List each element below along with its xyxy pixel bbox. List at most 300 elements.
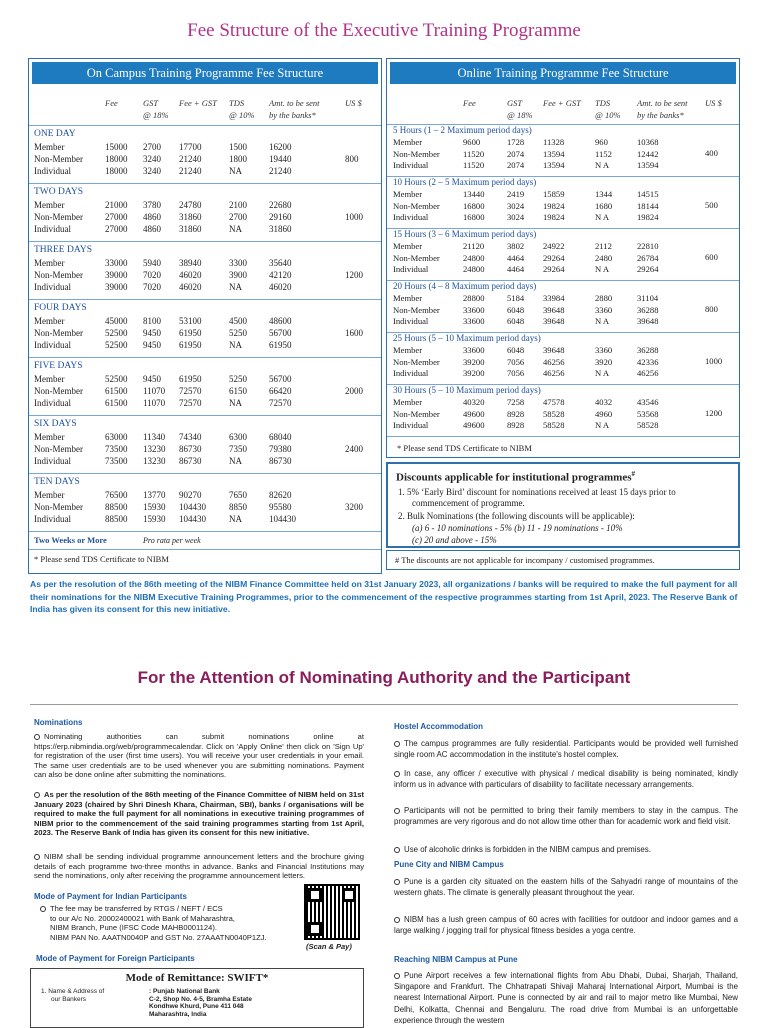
fee-cell: 9450 xyxy=(143,340,161,350)
fee-cell: Member xyxy=(393,293,423,303)
col-header-gst-rate: @ 18% xyxy=(143,110,169,120)
swift-label: 1. Name & Address of our Bankers xyxy=(41,988,105,1003)
online-heading: Online Training Programme Fee Structure xyxy=(390,62,736,84)
fee-cell: 18144 xyxy=(637,200,659,211)
fee-cell: Individual xyxy=(393,420,429,430)
swift-address-line: Maharashtra, India xyxy=(149,1010,207,1018)
nomination-para-1: Nominating authorities can submit nominations online at https://erp.nibmindia.org/web/programmecalendar. Click on 'Apply Online' then click on 'Sign Up' for registration of the user (first time users). You will receive your user credentials in your email. The same user credentials are to be used whenever you are submitting nominations. Payment can also be done online after submitting the nominations. xyxy=(34,732,364,780)
fee-cell: 4960 xyxy=(595,408,613,419)
fee-cell: 82620 xyxy=(269,490,292,500)
nomination-para-2: As per the resolution of the 86th meeting of the Finance Committee of NIBM held on 31st January 2023 (chaired by Shri Dinesh Khara, Chairman, SBI), banks / organisations will be required to make the full payment for all nominations in executive training programmes of NIBM prior to the commencement of the said training programmes starting from 1st April, 2023. The Reserve Bank of India has given its consent for this new initiative. xyxy=(34,790,364,838)
hostel-para-2: In case, any officer / executive with physical / medical disability is being nominated, kindly inform us in advance with particulars of disability to facilitate necessary arrangements. xyxy=(394,769,738,790)
fee-cell: 4032 xyxy=(595,397,613,407)
fee-cell: 3802 xyxy=(507,241,525,251)
fee-cell: 29264 xyxy=(543,252,565,263)
fee-cell: Member xyxy=(34,142,65,152)
tds-note: * Please send TDS Certificate to NIBM xyxy=(34,554,169,564)
usd-cell: 1200 xyxy=(345,270,363,280)
fee-cell: 11340 xyxy=(143,432,166,442)
fee-cell: Non-Member xyxy=(393,252,440,263)
fee-cell: 19440 xyxy=(269,154,292,164)
fee-cell: 15930 xyxy=(143,514,166,524)
fee-cell: 1728 xyxy=(507,137,525,147)
fee-cell: 24800 xyxy=(463,264,485,274)
fee-cell: Non-Member xyxy=(34,270,83,280)
reach-para-1: Pune Airport receives a few international flights from Abu Dhabi, Dubai, Sharjah, Thailand, Singapore and Frankfurt. The Chhatrapati Shivaji Maharaj International Airport, Mumbai is the nearest International Airport. Pune is connected by air and rail to major metro like Mumbai, New Delhi, Kolkatta, Chennai and Bengaluru. The road drive from Mumbai is an unforgettable experience through the western xyxy=(394,971,738,1024)
fee-cell: 27000 xyxy=(105,212,128,222)
fee-cell: Member xyxy=(34,200,65,210)
fee-cell: 2700 xyxy=(143,142,161,152)
fee-cell: 2074 xyxy=(507,148,525,159)
fee-cell: 74340 xyxy=(179,432,202,442)
fee-cell: 90270 xyxy=(179,490,202,500)
two-weeks-label: Two Weeks or More xyxy=(34,535,107,545)
fee-cell: 36288 xyxy=(637,304,659,315)
fee-cell: 4500 xyxy=(229,316,247,326)
col-header-tds-rate: @ 10% xyxy=(595,110,621,120)
fee-cell: N A xyxy=(595,420,610,430)
fee-cell: 45000 xyxy=(105,316,128,326)
fee-cell: 3024 xyxy=(507,212,525,222)
fee-cell: 53100 xyxy=(179,316,202,326)
group-name: ONE DAY xyxy=(34,129,76,139)
fee-cell: 79380 xyxy=(269,444,292,454)
fee-cell: 2700 xyxy=(229,212,247,222)
scan-pay-label: (Scan & Pay) xyxy=(306,942,352,951)
fee-cell: 35640 xyxy=(269,258,292,268)
fee-cell: 88500 xyxy=(105,502,128,512)
group-name: SIX DAYS xyxy=(34,419,77,429)
fee-cell: Member xyxy=(34,316,65,326)
fee-cell: Non-Member xyxy=(34,212,83,222)
fee-cell: Member xyxy=(34,432,65,442)
group-name: TWO DAYS xyxy=(34,187,83,197)
fee-cell: 15000 xyxy=(105,142,128,152)
fee-cell: Individual xyxy=(393,212,429,222)
fee-cell: 8928 xyxy=(507,420,525,430)
fee-cell: 46020 xyxy=(179,270,202,280)
fee-cell: 43546 xyxy=(637,397,659,407)
fee-cell: Individual xyxy=(393,316,429,326)
fee-cell: 960 xyxy=(595,137,608,147)
fee-cell: 39648 xyxy=(543,316,565,326)
fee-cell: 8928 xyxy=(507,408,525,419)
fee-cell: Member xyxy=(34,490,65,500)
fee-cell: 3300 xyxy=(229,258,247,268)
fee-cell: 104430 xyxy=(269,514,296,524)
usd-cell: 3200 xyxy=(345,502,363,512)
fee-cell: 4464 xyxy=(507,264,525,274)
fee-cell: 15930 xyxy=(143,502,166,512)
fee-cell: NA xyxy=(229,340,242,350)
col-header-gst: GST xyxy=(507,98,523,108)
fee-cell: Member xyxy=(393,345,423,355)
fee-cell: 39200 xyxy=(463,356,485,367)
discount-footnote: # The discounts are not applicable for incompany / customised programmes. xyxy=(395,555,655,565)
fee-cell: Non-Member xyxy=(34,502,83,512)
fee-cell: 19824 xyxy=(637,212,659,222)
fee-cell: 46256 xyxy=(543,368,565,378)
fee-cell: 56700 xyxy=(269,374,292,384)
fee-cell: 39648 xyxy=(543,345,565,355)
fee-cell: 95580 xyxy=(269,502,292,512)
fee-cell: 33600 xyxy=(463,345,485,355)
col-header-tds: TDS xyxy=(229,98,245,108)
group-divider xyxy=(387,436,739,437)
fee-cell: Individual xyxy=(34,514,71,524)
fee-cell: 58528 xyxy=(543,408,565,419)
fee-cell: 19824 xyxy=(543,212,565,222)
pune-heading: Pune City and NIBM Campus xyxy=(394,860,504,869)
fee-cell: 11520 xyxy=(463,160,485,170)
group-divider xyxy=(29,183,381,184)
fee-cell: 7650 xyxy=(229,490,247,500)
fee-cell: 17700 xyxy=(179,142,202,152)
fee-cell: Member xyxy=(34,258,65,268)
fee-cell: Non-Member xyxy=(34,154,83,164)
fee-cell: 24800 xyxy=(463,252,485,263)
fee-cell: 4860 xyxy=(143,212,161,222)
swift-box xyxy=(30,968,364,1028)
fee-cell: 61950 xyxy=(179,340,202,350)
fee-cell: Member xyxy=(393,137,423,147)
fee-cell: Non-Member xyxy=(393,356,440,367)
fee-cell: 38940 xyxy=(179,258,202,268)
fee-cell: 1344 xyxy=(595,189,613,199)
fee-cell: 21000 xyxy=(105,200,128,210)
fee-cell: 42120 xyxy=(269,270,292,280)
fee-cell: 9450 xyxy=(143,328,161,338)
fee-cell: 33000 xyxy=(105,258,128,268)
usd-cell: 1200 xyxy=(705,408,723,418)
fee-cell: 3240 xyxy=(143,154,161,164)
col-header-tds: TDS xyxy=(595,98,611,108)
fee-cell: Member xyxy=(393,189,423,199)
discount-item-2a: (a) 6 - 10 nominations - 5% (b) 11 - 19 nominations - 10% xyxy=(412,523,623,533)
hostel-heading: Hostel Accommodation xyxy=(394,722,484,731)
fee-cell: 104430 xyxy=(179,514,206,524)
fee-cell: 7056 xyxy=(507,356,525,367)
fee-cell: 21240 xyxy=(269,166,292,176)
fee-cell: 13230 xyxy=(143,444,166,454)
fee-cell: 63000 xyxy=(105,432,128,442)
group-name: 30 Hours (5 – 10 Maximum period days) xyxy=(393,385,541,395)
fee-cell: Individual xyxy=(34,340,71,350)
fee-cell: Individual xyxy=(393,368,429,378)
usd-cell: 1000 xyxy=(705,356,723,366)
fee-cell: 58528 xyxy=(637,420,659,430)
divider xyxy=(30,704,738,705)
attention-title: For the Attention of Nominating Authority and the Participant xyxy=(137,668,631,687)
fee-cell: 6048 xyxy=(507,316,525,326)
fee-cell: 13594 xyxy=(543,160,565,170)
fee-cell: N A xyxy=(595,264,610,274)
fee-cell: 10368 xyxy=(637,137,659,147)
fee-cell: 11520 xyxy=(463,148,485,159)
fee-cell: 8100 xyxy=(143,316,161,326)
fee-cell: Individual xyxy=(34,224,71,234)
discounts-box xyxy=(386,462,740,548)
fee-cell: 12442 xyxy=(637,148,659,159)
fee-cell: Non-Member xyxy=(393,304,440,315)
online-panel xyxy=(386,58,740,458)
fee-cell: Non-Member xyxy=(393,148,440,159)
group-divider xyxy=(29,299,381,300)
fee-cell: 24922 xyxy=(543,241,565,251)
fee-cell: 46020 xyxy=(269,282,292,292)
fee-cell: NA xyxy=(229,224,242,234)
fee-cell: 3780 xyxy=(143,200,161,210)
fee-cell: 3360 xyxy=(595,304,613,315)
hostel-para-3: Participants will not be permitted to bring their family members to stay in the campus. The programmes are very rigorous and do not allow time other than for academic work and field visit. xyxy=(394,806,738,827)
fee-cell: 14515 xyxy=(637,189,659,199)
fee-cell: 40320 xyxy=(463,397,485,407)
fee-cell: Individual xyxy=(34,456,71,466)
fee-cell: 39200 xyxy=(463,368,485,378)
tds-note: * Please send TDS Certificate to NIBM xyxy=(397,443,532,453)
group-divider xyxy=(29,473,381,474)
group-divider xyxy=(29,531,381,532)
group-name: 20 Hours (4 – 8 Maximum period days) xyxy=(393,281,537,291)
fee-cell: 28800 xyxy=(463,293,485,303)
fee-cell: 13594 xyxy=(637,160,659,170)
fee-cell: 2074 xyxy=(507,160,525,170)
fee-cell: 46256 xyxy=(543,356,565,367)
fee-cell: 33984 xyxy=(543,293,565,303)
fee-cell: 11070 xyxy=(143,398,166,408)
swift-heading: Mode of Remittance: SWIFT* xyxy=(125,972,269,984)
fee-cell: 29264 xyxy=(543,264,565,274)
col-header-amount-note: by the banks* xyxy=(637,110,684,120)
swift-address-line: C-2, Shop No. 4-5, Bramha Estate xyxy=(149,995,252,1003)
fee-cell: 21120 xyxy=(463,241,485,251)
nominations-heading: Nominations xyxy=(34,718,83,727)
fee-cell: 6150 xyxy=(229,386,247,396)
fee-cell: 86730 xyxy=(179,456,202,466)
fee-cell: 31104 xyxy=(637,293,659,303)
fee-cell: 46256 xyxy=(637,368,659,378)
fee-cell: 48600 xyxy=(269,316,292,326)
col-header-fee-gst: Fee + GST xyxy=(179,98,217,108)
group-divider xyxy=(29,415,381,416)
fee-cell: 7020 xyxy=(143,270,161,280)
fee-cell: Individual xyxy=(34,166,71,176)
fee-cell: 76500 xyxy=(105,490,128,500)
fee-cell: 2419 xyxy=(507,189,525,199)
fee-cell: 24780 xyxy=(179,200,202,210)
fee-cell: 21240 xyxy=(179,166,202,176)
swift-address xyxy=(149,988,252,1018)
fee-cell: 22680 xyxy=(269,200,292,210)
fee-cell: Member xyxy=(393,241,423,251)
fee-cell: NA xyxy=(229,166,242,176)
fee-cell: 52500 xyxy=(105,340,128,350)
group-divider xyxy=(29,125,381,126)
fee-cell: Member xyxy=(34,374,65,384)
discount-footnote-box xyxy=(386,550,740,570)
fee-cell: 33600 xyxy=(463,304,485,315)
fee-cell: 9600 xyxy=(463,137,481,147)
on-campus-panel xyxy=(28,58,382,574)
mode-foreign-heading: Mode of Payment for Foreign Participants xyxy=(36,954,195,963)
page-title: Fee Structure of the Executive Training Programme xyxy=(187,20,581,41)
fee-cell: 56700 xyxy=(269,328,292,338)
fee-cell: 31860 xyxy=(269,224,292,234)
swift-address-line: : Punjab National Bank xyxy=(149,988,220,995)
usd-cell: 2000 xyxy=(345,386,363,396)
fee-cell: Non-Member xyxy=(34,328,83,338)
fee-cell: 5250 xyxy=(229,328,247,338)
fee-cell: 1800 xyxy=(229,154,247,164)
col-header-gst-rate: @ 18% xyxy=(507,110,533,120)
fee-cell: 3920 xyxy=(595,356,613,367)
fee-cell: 13230 xyxy=(143,456,166,466)
swift-address-line: Kondhwe Khurd, Pune 411 048 xyxy=(149,1003,244,1010)
fee-cell: 11070 xyxy=(143,386,166,396)
fee-cell: 21240 xyxy=(179,154,202,164)
col-header-amount-note: by the banks* xyxy=(269,110,316,120)
fee-cell: 5250 xyxy=(229,374,247,384)
fee-cell: 3900 xyxy=(229,270,247,280)
hostel-para-1: The campus programmes are fully residential. Participants would be provided well furnished single room AC accommodation in the institute's hostel complex. xyxy=(394,739,738,760)
fee-cell: 18000 xyxy=(105,166,128,176)
fee-cell: 7020 xyxy=(143,282,161,292)
fee-cell: 4860 xyxy=(143,224,161,234)
discounts-heading: Discounts applicable for institutional programmes# xyxy=(396,470,635,484)
fee-cell: 5184 xyxy=(507,293,525,303)
fee-cell: 8850 xyxy=(229,502,247,512)
payment-details: The fee may be transferred by RTGS / NEFT / ECS to our A/c No. 20002400021 with Bank of Maharashtra, NIBM Branch, Pune (IFSC Code MAHB0001124). NIBM PAN No. AAATN0040P and GST No. 27AAATN0040P1ZJ. xyxy=(40,904,310,942)
fee-cell: 22810 xyxy=(637,241,659,251)
usd-cell: 1000 xyxy=(345,212,363,222)
usd-cell: 600 xyxy=(705,252,718,262)
fee-cell: NA xyxy=(229,282,242,292)
fee-cell: 31860 xyxy=(179,224,202,234)
fee-cell: Individual xyxy=(34,398,71,408)
discount-item-1: 1. 5% ‘Early Bird’ discount for nominations received at least 15 days prior to xyxy=(398,487,676,497)
fee-cell: 31860 xyxy=(179,212,202,222)
group-name: FOUR DAYS xyxy=(34,303,87,313)
fee-cell: 6048 xyxy=(507,345,525,355)
fee-cell: NA xyxy=(229,398,242,408)
fee-cell: 2480 xyxy=(595,252,613,263)
fee-cell: 42336 xyxy=(637,356,659,367)
fee-cell: 6300 xyxy=(229,432,247,442)
col-header-fee: Fee xyxy=(105,98,118,108)
fee-cell: 49600 xyxy=(463,408,485,419)
qr-code xyxy=(304,884,360,940)
fee-cell: Non-Member xyxy=(393,408,440,419)
group-name: 5 Hours (1 – 2 Maximum period days) xyxy=(393,125,532,135)
discount-item-2c: (c) 20 and above - 15% xyxy=(412,535,497,545)
fee-cell: N A xyxy=(595,160,610,170)
group-name: FIVE DAYS xyxy=(34,361,83,371)
reach-heading: Reaching NIBM Campus at Pune xyxy=(394,955,518,964)
fee-cell: 61500 xyxy=(105,398,128,408)
pune-para-1: Pune is a garden city situated on the eastern hills of the Sahyadri range of mountains of the western ghats. The climate is generally pleasant throughout the year. xyxy=(394,877,738,898)
fee-cell: 16800 xyxy=(463,200,485,211)
fee-cell: 18000 xyxy=(105,154,128,164)
fee-cell: Non-Member xyxy=(34,444,83,454)
fee-cell: 73500 xyxy=(105,444,128,454)
fee-cell: 29160 xyxy=(269,212,292,222)
fee-cell: 15859 xyxy=(543,189,565,199)
fee-cell: N A xyxy=(595,316,610,326)
fee-cell: 36288 xyxy=(637,345,659,355)
fee-cell: 3240 xyxy=(143,166,161,176)
fee-cell: N A xyxy=(595,368,610,378)
fee-cell: 61950 xyxy=(179,374,202,384)
fee-cell: 72570 xyxy=(269,398,292,408)
fee-cell: 46020 xyxy=(179,282,202,292)
fee-cell: 33600 xyxy=(463,316,485,326)
fee-cell: 7350 xyxy=(229,444,247,454)
fee-cell: 7056 xyxy=(507,368,525,378)
fee-cell: 26784 xyxy=(637,252,659,263)
discount-item-2: 2. Bulk Nominations (the following discounts will be applicable): xyxy=(398,511,635,521)
group-name: 15 Hours (3 – 6 Maximum period days) xyxy=(393,229,537,239)
hostel-para-4: Use of alcoholic drinks is forbidden in the NIBM campus and premises. xyxy=(394,844,738,855)
fee-cell: 61500 xyxy=(105,386,128,396)
fee-cell: NA xyxy=(229,514,242,524)
col-header-usd: US $ xyxy=(705,98,722,108)
fee-cell: 1152 xyxy=(595,148,612,159)
usd-cell: 400 xyxy=(705,148,718,158)
fee-cell: 1500 xyxy=(229,142,247,152)
fee-cell: 29264 xyxy=(637,264,659,274)
fee-cell: 3024 xyxy=(507,200,525,211)
usd-cell: 800 xyxy=(705,304,718,314)
fee-cell: 11328 xyxy=(543,137,565,147)
col-header-tds-rate: @ 10% xyxy=(229,110,255,120)
fee-cell: 2112 xyxy=(595,241,612,251)
two-weeks-value: Pro rata per week xyxy=(143,536,201,545)
fee-cell: 86730 xyxy=(179,444,202,454)
fee-cell: 52500 xyxy=(105,328,128,338)
col-header-fee: Fee xyxy=(463,98,476,108)
fee-cell: 61950 xyxy=(179,328,202,338)
fee-cell: 16200 xyxy=(269,142,292,152)
resolution-notice: As per the resolution of the 86th meeting of the NIBM Finance Committee held on 31st January 2023, all organizations / banks will be required to make the full payment for all their nominations for the NIBM Executive Training Programmes, prior to the commencement of the respective programmes starting from 1st April, 2023. The Reserve Bank of India has given its consent for this new initiative. xyxy=(30,579,738,614)
fee-cell: 39000 xyxy=(105,282,128,292)
fee-cell: 72570 xyxy=(179,386,202,396)
fee-cell: 13440 xyxy=(463,189,485,199)
fee-cell: Individual xyxy=(393,160,429,170)
col-header-fee-gst: Fee + GST xyxy=(543,98,581,108)
fee-cell: N A xyxy=(595,212,610,222)
fee-cell: 39000 xyxy=(105,270,128,280)
fee-cell: 52500 xyxy=(105,374,128,384)
fee-cell: 13770 xyxy=(143,490,166,500)
fee-cell: 3360 xyxy=(595,345,613,355)
mode-indian-heading: Mode of Payment for Indian Participants xyxy=(34,892,187,901)
fee-cell: 72570 xyxy=(179,398,202,408)
fee-cell: 13594 xyxy=(543,148,565,159)
fee-cell: 4464 xyxy=(507,252,525,263)
fee-cell: 1680 xyxy=(595,200,613,211)
usd-cell: 500 xyxy=(705,200,718,210)
nomination-para-3: NIBM shall be sending individual programme announcement letters and the brochure giving details of each programme two-three months in advance. Banks and Financial Institutions may send the nominations, only after receiving the programme announcement letters. xyxy=(34,852,364,881)
fee-cell: Individual xyxy=(393,264,429,274)
fee-cell: 68040 xyxy=(269,432,292,442)
group-divider xyxy=(29,241,381,242)
fee-cell: 86730 xyxy=(269,456,292,466)
fee-cell: 73500 xyxy=(105,456,128,466)
fee-cell: NA xyxy=(229,456,242,466)
fee-cell: 6048 xyxy=(507,304,525,315)
fee-cell: 88500 xyxy=(105,514,128,524)
fee-cell: Member xyxy=(393,397,423,407)
